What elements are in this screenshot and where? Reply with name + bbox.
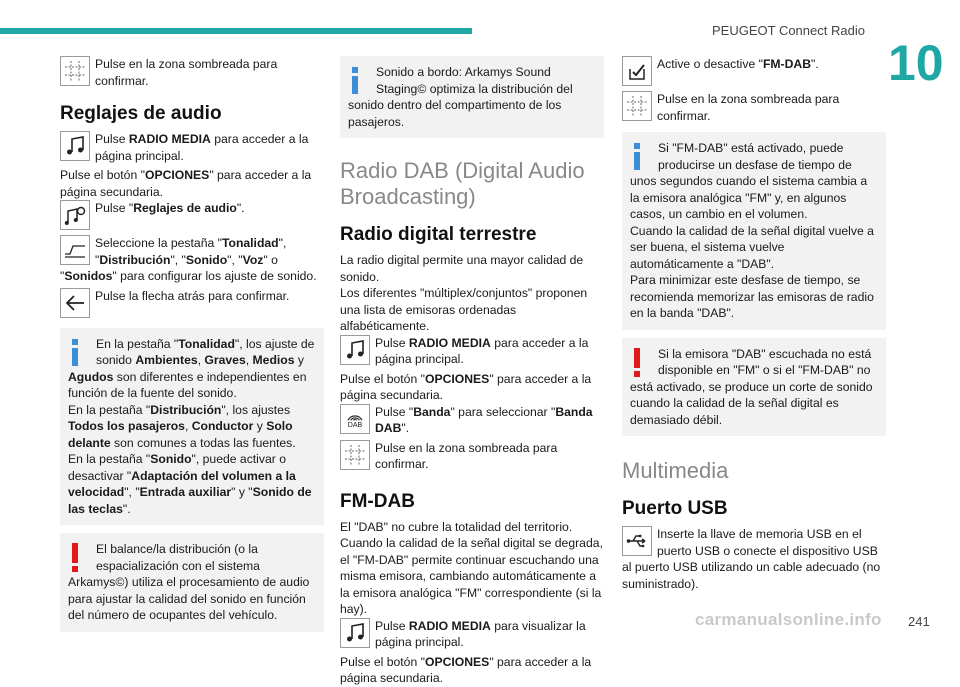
audio-settings-heading: Reglajes de audio xyxy=(60,103,222,124)
info-icon xyxy=(630,140,646,170)
terrestrial-p1: La radio digital permite una mayor calidad de sonido. xyxy=(340,253,584,284)
audio-step-2: Pulse el botón "OPCIONES" para acceder a la página secundaria. xyxy=(60,168,312,199)
audio-step-5: Pulse la flecha atrás para confirmar. xyxy=(60,288,324,320)
back-arrow-icon xyxy=(60,288,90,318)
header-title: PEUGEOT Connect Radio xyxy=(712,23,865,38)
music-note-icon xyxy=(340,618,370,648)
terrestrial-step-2: Pulse el botón "OPCIONES" para acceder a la página secundaria. xyxy=(340,371,592,402)
checkbox-icon xyxy=(622,56,652,86)
fm-dab-toggle-step: Active o desactive "FM-DAB". xyxy=(622,56,886,88)
shaded-zone-icon xyxy=(622,91,652,121)
dab-section-title: Radio DAB (Digital Audio Broadcasting) xyxy=(340,158,585,209)
terrestrial-step-4: Pulse en la zona sombreada para confirmar. xyxy=(340,440,604,473)
info-box-fm-dab: Si "FM-DAB" está activado, puede producirse un desfase de tiempo de unos segundos cuando el sistema cambia a la emisora analógica "FM" y, en algunos casos, un cambio en el volumen. Cuando la calidad de la señal digital vuelve a ser buena, el sistema vuelve automáticamente a "DAB". Para minimizar este desfase de tiempo, se recomienda memorizar las emisoras de radio en la banda "DAB". xyxy=(622,132,886,330)
tab-shape-icon xyxy=(60,235,90,265)
column-2 xyxy=(340,56,604,687)
audio-step-4: Seleccione la pestaña "Tonalidad", "Distribución", "Sonido", "Voz" o "Sonidos" para configurar los ajuste de sonido. xyxy=(60,236,317,283)
header-accent-bar xyxy=(0,28,472,34)
multimedia-title: Multimedia xyxy=(622,458,729,483)
audio-settings-icon xyxy=(60,200,90,230)
warning-icon xyxy=(630,346,646,376)
info-box-arkamys: Sonido a bordo: Arkamys Sound Staging© optimiza la distribución del sonido dentro del compartimento de los pasajeros. xyxy=(340,56,604,138)
info-icon xyxy=(68,336,84,366)
terrestrial-heading: Radio digital terrestre xyxy=(340,224,537,245)
terrestrial-step-1: Pulse RADIO MEDIA para acceder a la página principal. xyxy=(340,335,604,368)
fm-dab-p1: El "DAB" no cubre la totalidad del territorio. xyxy=(340,519,573,534)
usb-icon xyxy=(622,526,652,556)
column-1 xyxy=(60,56,324,640)
warning-box-balance: El balance/la distribución (o la espacialización con el sistema Arkamys©) utiliza el procesamiento de audio para ajustar la calidad del sonido en función del número de ocupantes del vehículo. xyxy=(60,533,324,632)
warning-box-dab: Si la emisora "DAB" escuchada no está disponible en "FM" o si el "FM-DAB" no está activado, se produce un corte de sonido cuando la calidad de la señal digital es demasiado débil. xyxy=(622,338,886,437)
usb-step: Inserte la llave de memoria USB en el puerto USB o conecte el dispositivo USB al puerto USB utilizando un cable adecuado (no suministrado). xyxy=(622,527,881,591)
info-box-tonality: En la pestaña "Tonalidad", los ajuste de sonido Ambientes, Graves, Medios y Agudos son diferentes e independientes en función de la fuente del sonido. En la pestaña "Distribución", los ajustes Todos los pasajeros, Conductor y Solo delante son comunes a todas las fuentes. En la pestaña "Sonido", puede activar o desactivar "Adaptación del volumen a la velocidad", "Entrada auxiliar" y "Sonido de las teclas". xyxy=(60,328,324,526)
page-number: 241 xyxy=(908,614,930,629)
shaded-zone-icon xyxy=(340,440,370,470)
watermark: carmanualsonline.info xyxy=(695,610,882,629)
fm-dab-confirm-step: Pulse en la zona sombreada para confirmar. xyxy=(622,91,886,124)
column-3 xyxy=(622,56,886,595)
usb-heading: Puerto USB xyxy=(622,498,728,519)
music-note-icon xyxy=(340,335,370,365)
info-icon xyxy=(348,64,364,94)
audio-step-3: Pulse "Reglajes de audio". xyxy=(60,200,324,232)
terrestrial-step-3: DAB Pulse "Banda" para seleccionar "Banda DAB". xyxy=(340,404,604,437)
terrestrial-p2: Los diferentes "múltiplex/conjuntos" proponen una lista de emisoras ordenadas alfabéticamente. xyxy=(340,286,588,333)
confirm-instruction: Pulse en la zona sombreada para confirmar. xyxy=(60,56,324,89)
music-note-icon xyxy=(60,131,90,161)
audio-step-1: Pulse RADIO MEDIA para acceder a la página principal. xyxy=(60,131,324,164)
dab-radio-icon: DAB xyxy=(340,404,370,434)
fm-dab-step-1: Pulse RADIO MEDIA para visualizar la página principal. xyxy=(340,618,604,651)
fm-dab-step-2: Pulse el botón "OPCIONES" para acceder a la página secundaria. xyxy=(340,654,592,685)
warning-icon xyxy=(68,541,84,571)
chapter-number: 10 xyxy=(888,35,944,91)
shaded-zone-icon xyxy=(60,56,90,86)
fm-dab-p2: Cuando la calidad de la señal digital se degrada, el "FM-DAB" permite continuar escuchando una misma emisora, cambiando automáticamente a la emisora analógica "FM" correspondiente (si la hay). xyxy=(340,536,603,616)
fm-dab-heading: FM-DAB xyxy=(340,490,415,512)
